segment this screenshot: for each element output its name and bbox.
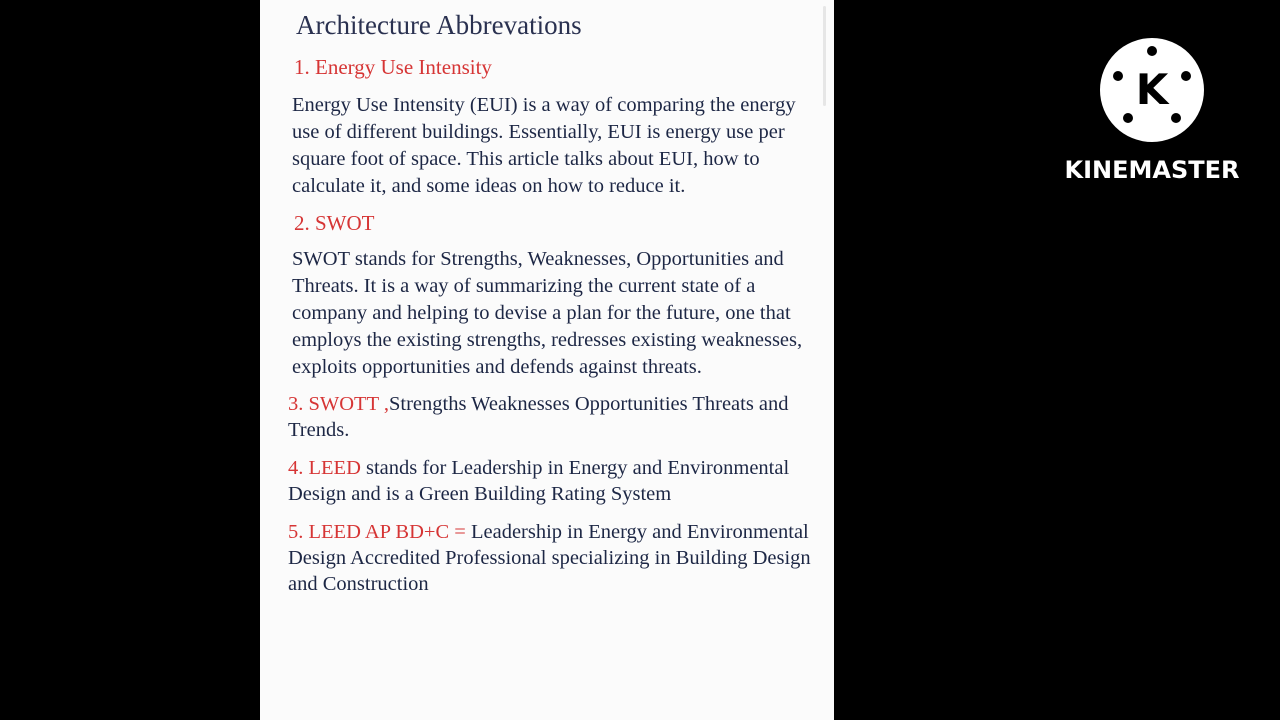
kinemaster-logo-icon <box>1100 38 1204 142</box>
section-3 <box>288 391 820 443</box>
section-5-text: Leadership in Energy and Environmental Design Accredited Professional specializing in Building Design and Construction <box>288 521 811 595</box>
section-4 <box>288 455 820 507</box>
section-1-text: Energy Use Intensity (EUI) is a way of comparing the energy use of different buildings. Essentially, EUI is energy use per square foot of space. This article talks about EUI, how to calculate it, and some ideas on how to reduce it. <box>292 94 796 197</box>
kinemaster-watermark: KINEMASTER <box>1064 156 1240 184</box>
page-edge-mark <box>823 6 826 106</box>
page-title: Architecture Abbrevations <box>296 10 582 40</box>
section-5 <box>288 519 820 597</box>
section-5-heading: 5. LEED AP BD+C = <box>288 521 466 543</box>
section-2-heading: 2. SWOT <box>294 211 375 235</box>
section-4-text: stands for Leadership in Energy and Environmental Design and is a Green Building Rating System <box>288 457 790 505</box>
section-1-heading: 1. Energy Use Intensity <box>294 55 492 79</box>
kinemaster-logo-letter: K <box>1135 65 1169 114</box>
document-page <box>260 0 834 720</box>
section-4-heading: 4. LEED <box>288 457 361 479</box>
section-3-heading: 3. SWOTT , <box>288 393 389 415</box>
section-2-text: SWOT stands for Strengths, Weaknesses, Opportunities and Threats. It is a way of summarizing the current state of a company and helping to devise a plan for the future, one that employs the existing strengths, redresses existing weaknesses, exploits opportunities and defends against threats. <box>292 248 803 378</box>
section-3-text: Strengths Weaknesses Opportunities Threats and Trends. <box>288 393 789 441</box>
